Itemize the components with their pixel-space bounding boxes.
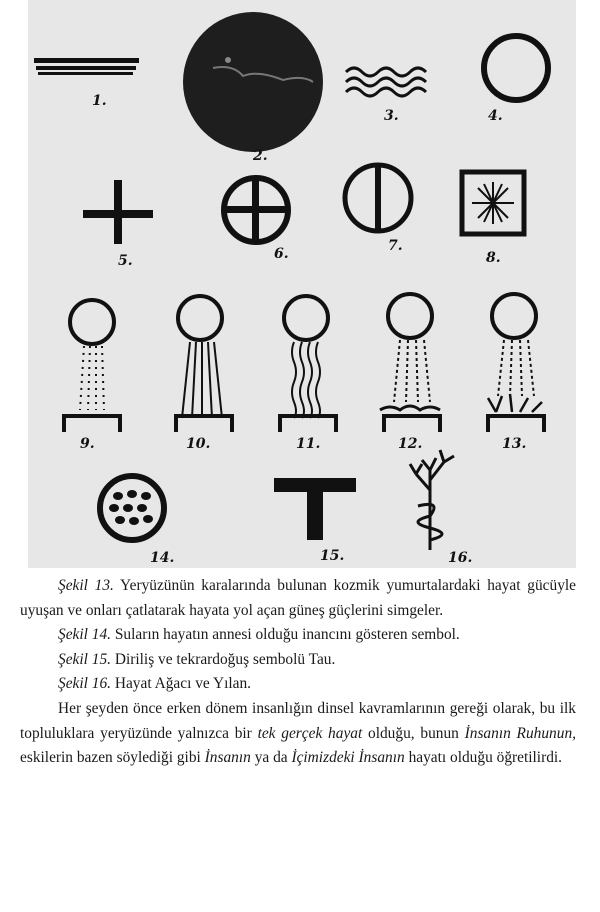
label-4: 4.	[488, 108, 503, 124]
body-italic-1: tek gerçek hayat	[257, 724, 363, 742]
symbol-13-sun-rays	[488, 294, 544, 432]
body-italic-2: İnsanın Ruhunun,	[464, 724, 576, 742]
symbol-2-dark-disc	[183, 12, 323, 152]
label-8: 8.	[486, 250, 501, 266]
caption-14-label: Şekil 14.	[58, 626, 111, 644]
label-11: 11.	[296, 436, 321, 452]
caption-13	[20, 574, 576, 623]
symbol-7-divided-circle	[345, 165, 411, 231]
caption-13-text: Yeryüzünün karalarında bulunan kozmik yumurtalardaki hayat gücüyle uyuşan ve onları çatlatarak hayata yol açan güneş güçlerini simgeler.	[20, 577, 576, 619]
label-13: 13.	[502, 436, 527, 452]
symbols-plate	[28, 0, 576, 568]
body-text-3: eskilerin bazen söylediği gibi	[20, 749, 205, 767]
body-italic-3: İnsanın	[204, 749, 251, 767]
symbol-4-circle	[484, 36, 548, 100]
caption-block	[20, 574, 576, 771]
label-16: 16.	[448, 550, 473, 566]
symbol-10-sun-rays	[176, 296, 232, 432]
body-text-1: Her şeyden önce erken dönem insanlığın dinsel kavramlarının gereği olarak, bu ilk topluluklara yeryüzünde yalnızca bir	[20, 699, 576, 742]
label-2: 2.	[253, 148, 268, 164]
label-14: 14.	[150, 550, 175, 566]
label-5: 5.	[118, 253, 133, 269]
symbol-6-circled-cross	[224, 178, 288, 242]
caption-15-text: Diriliş ve tekrardoğuş sembolü Tau.	[111, 650, 336, 668]
caption-16-label: Şekil 16.	[58, 675, 111, 693]
symbol-8-framed-burst	[462, 172, 524, 234]
body-text-2: olduğu, bunun	[362, 724, 465, 742]
label-3: 3.	[384, 108, 399, 124]
caption-14-text: Suların hayatın annesi olduğu inancını gösteren sembol.	[111, 626, 460, 644]
body-text-5: hayatı olduğu öğretilirdi.	[404, 749, 563, 767]
symbol-3-wavy-lines	[346, 68, 426, 96]
label-9: 9.	[80, 436, 95, 452]
symbol-9-sun-rays	[64, 300, 120, 432]
body-italic-4: İçimizdeki İnsanın	[291, 749, 405, 767]
symbols-figure	[28, 0, 576, 568]
caption-15	[20, 648, 576, 673]
caption-15-label: Şekil 15.	[58, 650, 111, 668]
symbol-15-tau	[274, 478, 356, 540]
symbol-14-waters	[100, 476, 164, 540]
label-6: 6.	[274, 246, 289, 262]
caption-16	[20, 672, 576, 697]
body-paragraph	[20, 697, 576, 771]
caption-13-label: Şekil 13.	[58, 577, 114, 594]
symbol-16-tree-serpent	[410, 450, 454, 550]
symbol-11-sun-rays	[280, 296, 336, 432]
body-text-4: ya da	[250, 749, 292, 767]
caption-16-text: Hayat Ağacı ve Yılan.	[111, 675, 252, 693]
label-15: 15.	[320, 548, 345, 564]
symbol-12-sun-rays	[380, 294, 440, 432]
label-1: 1.	[92, 93, 107, 109]
symbol-5-cross	[83, 180, 153, 244]
caption-14	[20, 623, 576, 648]
symbol-1-lines	[34, 58, 139, 75]
label-7: 7.	[388, 238, 403, 254]
label-10: 10.	[186, 436, 211, 452]
label-12: 12.	[398, 436, 423, 452]
